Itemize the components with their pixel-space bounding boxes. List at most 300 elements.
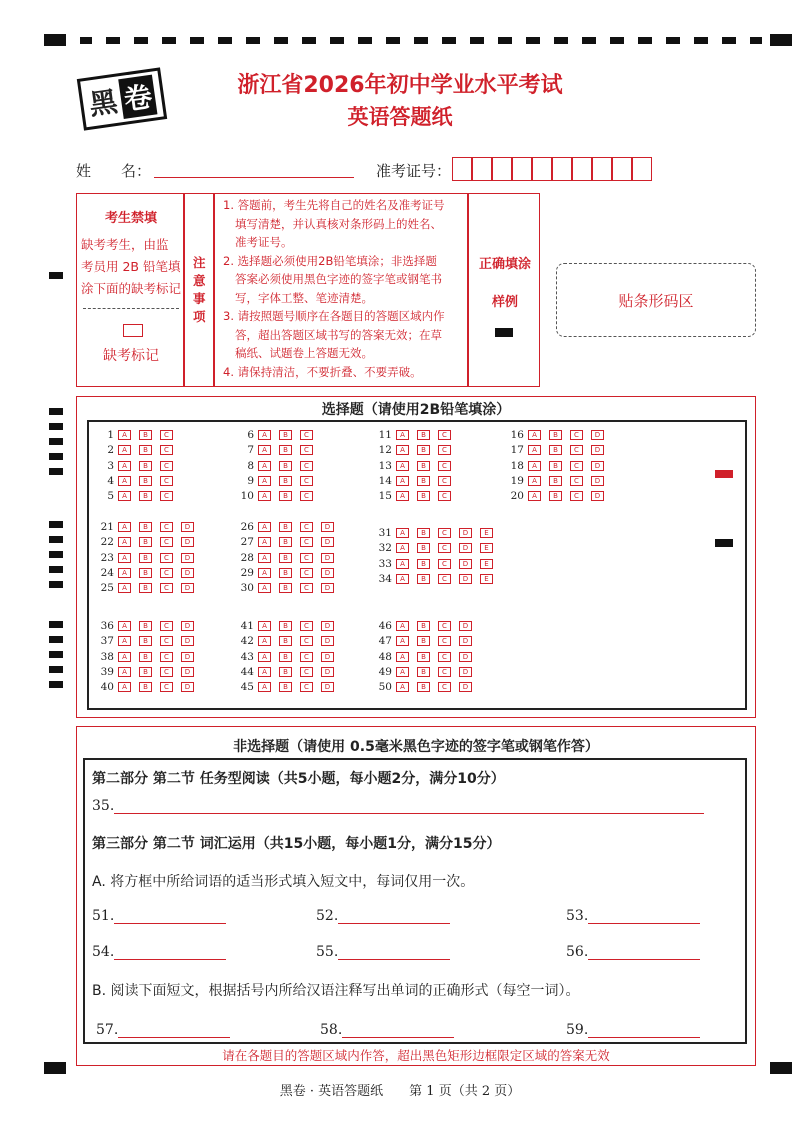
question-number: 1 xyxy=(107,429,114,441)
bubble-2-C[interactable]: C xyxy=(160,445,173,455)
answer-53[interactable] xyxy=(566,908,700,924)
answer-59[interactable] xyxy=(566,1022,700,1038)
bubble-33-A[interactable]: A xyxy=(396,559,409,569)
bubble-24-C[interactable]: C xyxy=(160,568,173,578)
answer-55-number: 55. xyxy=(316,944,339,960)
mc-question-31 xyxy=(378,526,501,540)
bubble-21-C[interactable]: C xyxy=(160,522,173,532)
bubble-47-A[interactable]: A xyxy=(396,636,409,646)
bubble-8-B[interactable]: B xyxy=(279,461,292,471)
bubble-19-A[interactable]: A xyxy=(528,476,541,486)
bubble-48-C[interactable]: C xyxy=(438,652,451,662)
bubble-23-D[interactable]: D xyxy=(181,553,194,563)
bubble-14-C[interactable]: C xyxy=(438,476,451,486)
bubble-44-A[interactable]: A xyxy=(258,667,271,677)
bubble-23-B[interactable]: B xyxy=(139,553,152,563)
barcode-area xyxy=(556,263,756,337)
answer-53-number: 53. xyxy=(566,908,589,924)
bubble-43-D[interactable]: D xyxy=(321,652,334,662)
bubble-16-A[interactable]: A xyxy=(528,430,541,440)
bubble-18-A[interactable]: A xyxy=(528,461,541,471)
question-number: 32 xyxy=(378,542,392,555)
bubble-4-B[interactable]: B xyxy=(139,476,152,486)
bubble-40-D[interactable]: D xyxy=(181,682,194,692)
bubble-6-A[interactable]: A xyxy=(258,430,271,440)
bubble-47-D[interactable]: D xyxy=(459,636,472,646)
bubble-26-B[interactable]: B xyxy=(279,522,292,532)
bubble-40-C[interactable]: C xyxy=(160,682,173,692)
mc-question-44 xyxy=(240,665,342,679)
question-number: 50 xyxy=(378,681,392,694)
bubble-29-C[interactable]: C xyxy=(300,568,313,578)
mc-question-26 xyxy=(240,520,342,534)
mc-question-33 xyxy=(378,557,501,571)
barcode-label: 贴条形码区 xyxy=(618,291,694,310)
bubble-13-B[interactable]: B xyxy=(417,461,430,471)
mc-question-45 xyxy=(240,680,342,694)
bubble-31-C[interactable]: C xyxy=(438,528,451,538)
bubble-9-C[interactable]: C xyxy=(300,476,313,486)
question-number: 11 xyxy=(378,429,392,441)
logo-char-1: 黑 xyxy=(87,84,120,122)
bubble-20-D[interactable]: D xyxy=(591,491,604,501)
bubble-18-D[interactable]: D xyxy=(591,461,604,471)
bubble-37-C[interactable]: C xyxy=(160,636,173,646)
mc-question-43 xyxy=(240,650,342,664)
question-number: 39 xyxy=(100,665,114,678)
divider xyxy=(83,308,179,309)
bubble-30-D[interactable]: D xyxy=(321,583,334,593)
mc-question-15 xyxy=(378,489,459,503)
bubble-21-A[interactable]: A xyxy=(118,522,131,532)
bubble-39-D[interactable]: D xyxy=(181,667,194,677)
bubble-33-E[interactable]: E xyxy=(480,559,493,569)
bubble-5-B[interactable]: B xyxy=(139,491,152,501)
bottom-right-mark xyxy=(770,1062,792,1074)
bubble-43-A[interactable]: A xyxy=(258,652,271,662)
note-line: 答案必须使用黑色字迹的签字笔或钢笔书 xyxy=(235,272,442,286)
bubble-49-B[interactable]: B xyxy=(417,667,430,677)
question-number: 28 xyxy=(240,551,254,564)
bubble-5-A[interactable]: A xyxy=(118,491,131,501)
nonmc-header: 非选择题（请使用 0.5毫米黑色字迹的签字笔或钢笔作答） xyxy=(233,739,599,755)
bubble-26-D[interactable]: D xyxy=(321,522,334,532)
question-number: 2 xyxy=(107,444,114,457)
mc-question-28 xyxy=(240,551,342,565)
bubble-1-B[interactable]: B xyxy=(139,430,152,440)
mc-question-6 xyxy=(240,428,321,442)
bubble-27-C[interactable]: C xyxy=(300,537,313,547)
mc-question-49 xyxy=(378,665,480,679)
mc-question-2 xyxy=(100,443,181,457)
mc-question-11 xyxy=(378,428,459,442)
bubble-23-C[interactable]: C xyxy=(160,553,173,563)
question-number: 13 xyxy=(378,459,392,472)
bubble-27-B[interactable]: B xyxy=(279,537,292,547)
logo-char-2: 卷 xyxy=(118,75,157,119)
info-box xyxy=(76,193,756,387)
bubble-33-C[interactable]: C xyxy=(438,559,451,569)
bubble-5-C[interactable]: C xyxy=(160,491,173,501)
bubble-38-D[interactable]: D xyxy=(181,652,194,662)
question-number: 12 xyxy=(378,444,392,457)
bubble-24-B[interactable]: B xyxy=(139,568,152,578)
mc-question-9 xyxy=(240,474,321,488)
question-number: 15 xyxy=(378,490,392,503)
bubble-27-D[interactable]: D xyxy=(321,537,334,547)
bubble-27-A[interactable]: A xyxy=(258,537,271,547)
mc-question-27 xyxy=(240,535,342,549)
bubble-22-B[interactable]: B xyxy=(139,537,152,547)
bubble-40-B[interactable]: B xyxy=(139,682,152,692)
bubble-45-B[interactable]: B xyxy=(279,682,292,692)
mc-question-38 xyxy=(100,650,202,664)
sheet-subtitle: 英语答题纸 xyxy=(347,105,453,129)
answer-58[interactable] xyxy=(320,1022,454,1038)
bubble-28-D[interactable]: D xyxy=(321,553,334,563)
bubble-19-C[interactable]: C xyxy=(570,476,583,486)
mc-question-14 xyxy=(378,474,459,488)
answer-56[interactable] xyxy=(566,944,700,960)
bubble-6-B[interactable]: B xyxy=(279,430,292,440)
bubble-26-A[interactable]: A xyxy=(258,522,271,532)
mc-question-16 xyxy=(510,428,612,442)
absent-mark-label: 缺考标记 xyxy=(103,348,159,364)
bubble-11-A[interactable]: A xyxy=(396,430,409,440)
bubble-44-B[interactable]: B xyxy=(279,667,292,677)
correct-fill-sample-label: 样例 xyxy=(491,295,518,310)
bubble-33-B[interactable]: B xyxy=(417,559,430,569)
bubble-48-A[interactable]: A xyxy=(396,652,409,662)
notes-label-3: 事 xyxy=(193,291,206,306)
bubble-39-B[interactable]: B xyxy=(139,667,152,677)
mc-question-12 xyxy=(378,443,459,457)
bubble-46-A[interactable]: A xyxy=(396,621,409,631)
correct-fill-sample xyxy=(495,328,513,337)
question-number: 9 xyxy=(247,474,254,487)
bubble-15-B[interactable]: B xyxy=(417,491,430,501)
answer-54[interactable] xyxy=(92,944,226,960)
bubble-47-B[interactable]: B xyxy=(417,636,430,646)
bubble-32-D[interactable]: D xyxy=(459,543,472,553)
answer-57[interactable] xyxy=(96,1022,230,1038)
bubble-7-B[interactable]: B xyxy=(279,445,292,455)
bubble-39-A[interactable]: A xyxy=(118,667,131,677)
part2-title: 第二部分 第二节 任务型阅读（共5小题，每小题2分，满分10分） xyxy=(92,771,505,787)
mc-header: 选择题（请使用2B铅笔填涂） xyxy=(321,402,511,418)
question-number: 40 xyxy=(100,681,114,694)
answer-area-warning: 请在各题目的答题区域内作答，超出黑色矩形边框限定区域的答案无效 xyxy=(222,1048,610,1063)
bubble-36-D[interactable]: D xyxy=(181,621,194,631)
bubble-50-B[interactable]: B xyxy=(417,682,430,692)
bubble-47-C[interactable]: C xyxy=(438,636,451,646)
bubble-48-B[interactable]: B xyxy=(417,652,430,662)
bubble-19-D[interactable]: D xyxy=(591,476,604,486)
bubble-30-C[interactable]: C xyxy=(300,583,313,593)
mc-question-29 xyxy=(240,566,342,580)
bubble-15-C[interactable]: C xyxy=(438,491,451,501)
mc-question-25 xyxy=(100,581,202,595)
mc-question-41 xyxy=(240,619,342,633)
bubble-21-B[interactable]: B xyxy=(139,522,152,532)
bubble-50-A[interactable]: A xyxy=(396,682,409,692)
mc-question-22 xyxy=(100,535,202,549)
question-number: 14 xyxy=(378,474,392,487)
part-b-instruction: B. 阅读下面短文，根据括号内所给汉语注释写出单词的正确形式（每空一词）。 xyxy=(92,983,580,999)
bubble-31-A[interactable]: A xyxy=(396,528,409,538)
bubble-20-A[interactable]: A xyxy=(528,491,541,501)
bubble-44-C[interactable]: C xyxy=(300,667,313,677)
question-number: 49 xyxy=(378,665,392,678)
bubble-2-A[interactable]: A xyxy=(118,445,131,455)
note-line: 1. 答题前，考生先将自己的姓名及准考证号 xyxy=(223,198,445,212)
bubble-38-B[interactable]: B xyxy=(139,652,152,662)
bubble-39-C[interactable]: C xyxy=(160,667,173,677)
bubble-37-D[interactable]: D xyxy=(181,636,194,646)
bubble-28-B[interactable]: B xyxy=(279,553,292,563)
bubble-30-A[interactable]: A xyxy=(258,583,271,593)
bubble-12-A[interactable]: A xyxy=(396,445,409,455)
mc-question-5 xyxy=(100,489,181,503)
bubble-12-B[interactable]: B xyxy=(417,445,430,455)
bubble-26-C[interactable]: C xyxy=(300,522,313,532)
bubble-10-B[interactable]: B xyxy=(279,491,292,501)
bubble-34-E[interactable]: E xyxy=(480,574,493,584)
bubble-32-E[interactable]: E xyxy=(480,543,493,553)
question-number: 44 xyxy=(240,665,254,678)
bubble-8-C[interactable]: C xyxy=(300,461,313,471)
bubble-38-A[interactable]: A xyxy=(118,652,131,662)
question-number: 36 xyxy=(100,620,114,632)
bubble-49-D[interactable]: D xyxy=(459,667,472,677)
answer-51-number: 51. xyxy=(92,908,115,924)
mc-question-39 xyxy=(100,665,202,679)
bubble-28-A[interactable]: A xyxy=(258,553,271,563)
bubble-25-B[interactable]: B xyxy=(139,583,152,593)
bubble-43-B[interactable]: B xyxy=(279,652,292,662)
answer-55[interactable] xyxy=(316,944,450,960)
bubble-6-C[interactable]: C xyxy=(300,430,313,440)
bubble-1-C[interactable]: C xyxy=(160,430,173,440)
bubble-18-B[interactable]: B xyxy=(549,461,562,471)
bubble-11-B[interactable]: B xyxy=(417,430,430,440)
exam-title: 浙江省2026年初中学业水平考试 xyxy=(237,73,563,98)
mc-question-42 xyxy=(240,634,342,648)
bubble-32-C[interactable]: C xyxy=(438,543,451,553)
note-line: 2. 选择题必须使用2B铅笔填涂；非选择题 xyxy=(223,253,437,268)
part-a-instruction: A. 将方框中所给词语的适当形式填入短文中，每词仅用一次。 xyxy=(92,874,475,890)
question-number: 3 xyxy=(107,459,114,472)
answer-51[interactable] xyxy=(92,908,226,924)
question-number: 45 xyxy=(240,681,254,694)
bubble-8-A[interactable]: A xyxy=(258,461,271,471)
bubble-32-A[interactable]: A xyxy=(396,543,409,553)
bubble-10-C[interactable]: C xyxy=(300,491,313,501)
answer-56-number: 56. xyxy=(566,944,589,960)
bubble-42-C[interactable]: C xyxy=(300,636,313,646)
bubble-3-A[interactable]: A xyxy=(118,461,131,471)
bubble-36-A[interactable]: A xyxy=(118,621,131,631)
bubble-41-A[interactable]: A xyxy=(258,621,271,631)
bubble-10-A[interactable]: A xyxy=(258,491,271,501)
bubble-38-C[interactable]: C xyxy=(160,652,173,662)
question-number: 23 xyxy=(100,551,114,564)
absent-cell xyxy=(76,193,184,387)
absent-text-3: 涂下面的缺考标记 xyxy=(81,281,182,296)
bubble-48-D[interactable]: D xyxy=(459,652,472,662)
notes-label-1: 注 xyxy=(193,255,206,270)
bubble-14-B[interactable]: B xyxy=(417,476,430,486)
bubble-46-D[interactable]: D xyxy=(459,621,472,631)
question-number: 18 xyxy=(510,459,524,472)
bubble-25-A[interactable]: A xyxy=(118,583,131,593)
bubble-17-A[interactable]: A xyxy=(528,445,541,455)
bubble-49-C[interactable]: C xyxy=(438,667,451,677)
exam-number-label: 准考证号： xyxy=(376,162,452,180)
bubble-34-A[interactable]: A xyxy=(396,574,409,584)
bubble-1-A[interactable]: A xyxy=(118,430,131,440)
bubble-29-A[interactable]: A xyxy=(258,568,271,578)
answer-52-number: 52. xyxy=(316,908,339,924)
bubble-34-B[interactable]: B xyxy=(417,574,430,584)
bubble-22-D[interactable]: D xyxy=(181,537,194,547)
bubble-3-B[interactable]: B xyxy=(139,461,152,471)
bubble-50-C[interactable]: C xyxy=(438,682,451,692)
bubble-14-A[interactable]: A xyxy=(396,476,409,486)
bubble-50-D[interactable]: D xyxy=(459,682,472,692)
bubble-41-B[interactable]: B xyxy=(279,621,292,631)
notes-label-2: 意 xyxy=(193,273,206,288)
bubble-23-A[interactable]: A xyxy=(118,553,131,563)
question-number: 33 xyxy=(378,557,392,570)
bubble-46-C[interactable]: C xyxy=(438,621,451,631)
bubble-9-B[interactable]: B xyxy=(279,476,292,486)
question-number: 47 xyxy=(378,635,392,648)
bubble-30-B[interactable]: B xyxy=(279,583,292,593)
bubble-7-A[interactable]: A xyxy=(258,445,271,455)
answer-54-number: 54. xyxy=(92,944,115,960)
mc-question-34 xyxy=(378,572,501,586)
bubble-7-C[interactable]: C xyxy=(300,445,313,455)
bubble-32-B[interactable]: B xyxy=(417,543,430,553)
bubble-36-C[interactable]: C xyxy=(160,621,173,631)
bubble-45-D[interactable]: D xyxy=(321,682,334,692)
bubble-42-A[interactable]: A xyxy=(258,636,271,646)
bubble-21-D[interactable]: D xyxy=(181,522,194,532)
bubble-31-D[interactable]: D xyxy=(459,528,472,538)
bubble-45-C[interactable]: C xyxy=(300,682,313,692)
mc-question-3 xyxy=(100,459,181,473)
bubble-22-A[interactable]: A xyxy=(118,537,131,547)
bubble-12-C[interactable]: C xyxy=(438,445,451,455)
mc-question-32 xyxy=(378,541,501,555)
bubble-34-C[interactable]: C xyxy=(438,574,451,584)
bubble-29-B[interactable]: B xyxy=(279,568,292,578)
bubble-2-B[interactable]: B xyxy=(139,445,152,455)
bubble-24-D[interactable]: D xyxy=(181,568,194,578)
bubble-25-C[interactable]: C xyxy=(160,583,173,593)
bubble-28-C[interactable]: C xyxy=(300,553,313,563)
notes-label-4: 项 xyxy=(193,309,206,324)
q35-line[interactable] xyxy=(92,798,704,814)
bubble-25-D[interactable]: D xyxy=(181,583,194,593)
bubble-37-B[interactable]: B xyxy=(139,636,152,646)
bubble-33-D[interactable]: D xyxy=(459,559,472,569)
q35-number: 35. xyxy=(92,798,115,814)
bubble-19-B[interactable]: B xyxy=(549,476,562,486)
mc-question-37 xyxy=(100,634,202,648)
question-number: 10 xyxy=(240,490,254,503)
bubble-46-B[interactable]: B xyxy=(417,621,430,631)
bubble-42-B[interactable]: B xyxy=(279,636,292,646)
bubble-20-B[interactable]: B xyxy=(549,491,562,501)
bubble-4-A[interactable]: A xyxy=(118,476,131,486)
bubble-44-D[interactable]: D xyxy=(321,667,334,677)
question-number: 29 xyxy=(240,566,254,579)
bubble-45-A[interactable]: A xyxy=(258,682,271,692)
bubble-4-C[interactable]: C xyxy=(160,476,173,486)
mc-question-47 xyxy=(378,634,480,648)
bubble-16-B[interactable]: B xyxy=(549,430,562,440)
bubble-11-C[interactable]: C xyxy=(438,430,451,440)
bubble-40-A[interactable]: A xyxy=(118,682,131,692)
bubble-24-A[interactable]: A xyxy=(118,568,131,578)
bubble-29-D[interactable]: D xyxy=(321,568,334,578)
mc-question-23 xyxy=(100,551,202,565)
bubble-31-B[interactable]: B xyxy=(417,528,430,538)
bubble-20-C[interactable]: C xyxy=(570,491,583,501)
question-number: 20 xyxy=(510,490,524,503)
question-number: 6 xyxy=(247,429,254,441)
bubble-49-A[interactable]: A xyxy=(396,667,409,677)
bubble-16-C[interactable]: C xyxy=(570,430,583,440)
bubble-41-C[interactable]: C xyxy=(300,621,313,631)
bubble-18-C[interactable]: C xyxy=(570,461,583,471)
bubble-17-C[interactable]: C xyxy=(570,445,583,455)
bubble-9-A[interactable]: A xyxy=(258,476,271,486)
bubble-36-B[interactable]: B xyxy=(139,621,152,631)
mc-question-48 xyxy=(378,650,480,664)
bubble-3-C[interactable]: C xyxy=(160,461,173,471)
name-field[interactable] xyxy=(154,177,354,178)
question-number: 31 xyxy=(378,527,392,539)
bubble-13-A[interactable]: A xyxy=(396,461,409,471)
bubble-31-E[interactable]: E xyxy=(480,528,493,538)
correct-fill-label: 正确填涂 xyxy=(478,257,531,272)
bubble-17-D[interactable]: D xyxy=(591,445,604,455)
note-line: 答，超出答题区域书写的答案无效；在草 xyxy=(235,327,442,342)
mc-question-18 xyxy=(510,459,612,473)
answer-59-number: 59. xyxy=(566,1022,589,1038)
absent-mark-box[interactable] xyxy=(123,324,143,337)
mc-question-8 xyxy=(240,459,321,473)
question-number: 22 xyxy=(100,536,114,549)
bubble-34-D[interactable]: D xyxy=(459,574,472,584)
bubble-37-A[interactable]: A xyxy=(118,636,131,646)
bubble-13-C[interactable]: C xyxy=(438,461,451,471)
bubble-22-C[interactable]: C xyxy=(160,537,173,547)
bubble-43-C[interactable]: C xyxy=(300,652,313,662)
bubble-17-B[interactable]: B xyxy=(549,445,562,455)
bubble-16-D[interactable]: D xyxy=(591,430,604,440)
bubble-41-D[interactable]: D xyxy=(321,621,334,631)
question-number: 26 xyxy=(240,521,254,533)
bubble-15-A[interactable]: A xyxy=(396,491,409,501)
answer-52[interactable] xyxy=(316,908,450,924)
bubble-42-D[interactable]: D xyxy=(321,636,334,646)
question-number: 16 xyxy=(510,429,524,441)
mc-question-10 xyxy=(240,489,321,503)
